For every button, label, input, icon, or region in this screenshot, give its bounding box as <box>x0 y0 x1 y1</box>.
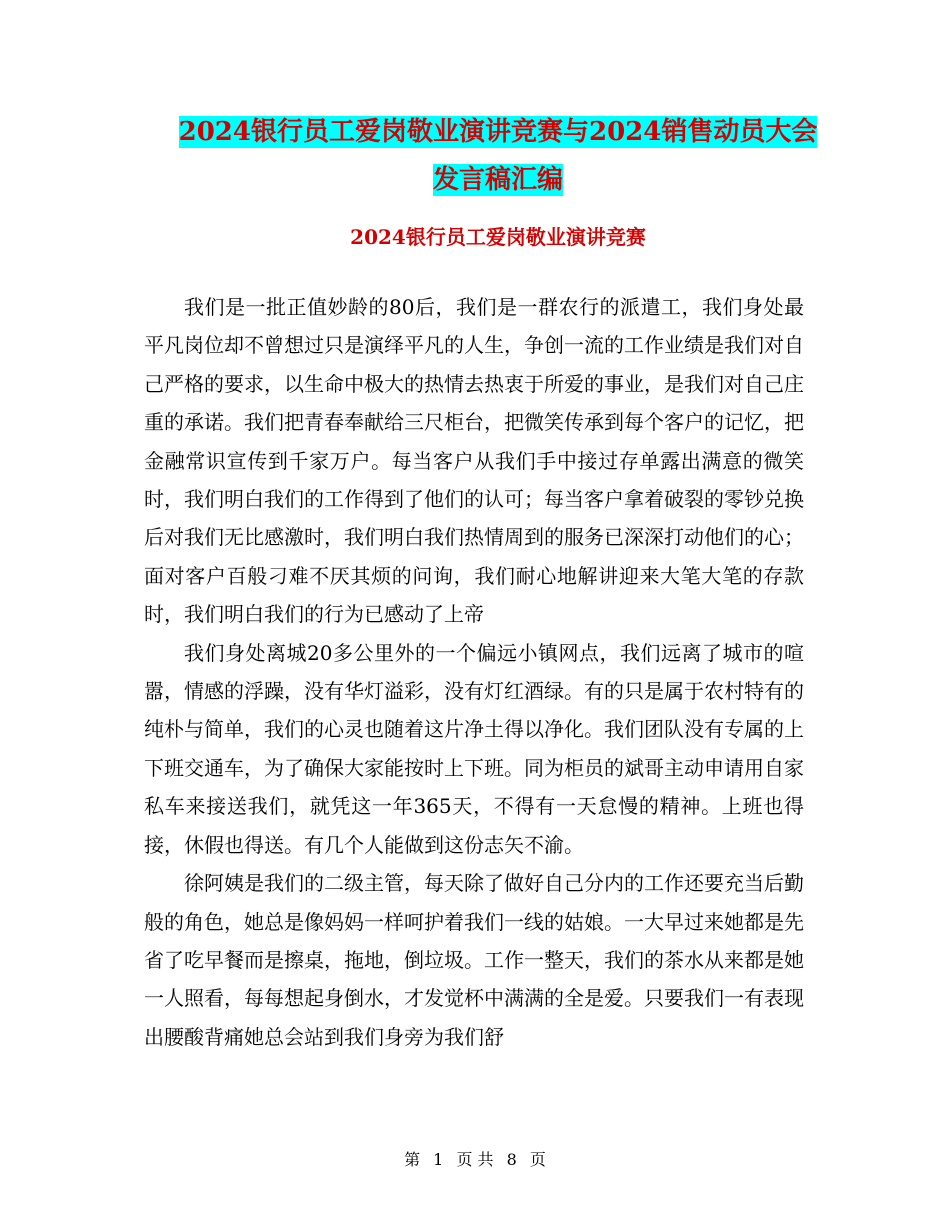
section-title: 2024银行员工爱岗敬业演讲竞赛 <box>350 225 646 249</box>
page-footer-suffix: 页 <box>529 1150 546 1169</box>
page-footer-total: 8 <box>506 1150 517 1169</box>
document-title-line-1: 2024银行员工爱岗敬业演讲竞赛与2024销售动员大会 <box>178 117 818 147</box>
page-footer-mid: 页 共 <box>456 1150 494 1169</box>
paragraph: 徐阿姨是我们的二级主管，每天除了做好自己分内的工作还要充当后勤般的角色，她总是像妈妈一样呵护着我们一线的姑娘。一大早过来她都是先省了吃早餐而是擦桌，拖地，倒垃圾。工作一整天，我们的茶水从来都是她一人照看，每每想起身倒水，才发觉杯中满满的全是爱。只要我们一有表现出腰酸背痛她总会站到我们身旁为我们舒 <box>144 871 804 1049</box>
page-footer <box>0 1150 950 1170</box>
paragraph: 我们是一批正值妙龄的80后，我们是一群农行的派遣工，我们身处最平凡岗位却不曾想过只是演绎平凡的人生，争创一流的工作业绩是我们对自己严格的要求，以生命中极大的热情去热衷于所爱的事业，是我们对自己庄重的承诺。我们把青春奉献给三尺柜台，把微笑传承到每个客户的记忆，把金融常识宣传到千家万户。每当客户从我们手中接过存单露出满意的微笑时，我们明白我们的工作得到了他们的认可；每当客户拿着破裂的零钞兑换后对我们无比感激时，我们明白我们热情周到的服务已深深打动他们的心；面对客户百般刁难不厌其烦的问询，我们耐心地解讲迎来大笔大笔的存款时，我们明白我们的行为已感动了上帝 <box>144 295 804 627</box>
page-footer-prefix: 第 <box>404 1150 421 1169</box>
page-footer-number: 1 <box>433 1150 444 1169</box>
document-title-line-2: 发言稿汇编 <box>432 165 563 195</box>
document-body <box>144 288 804 1056</box>
document-title <box>140 108 856 204</box>
paragraph: 我们身处离城20多公里外的一个偏远小镇网点，我们远离了城市的喧嚣，情感的浮躁，没有华灯溢彩，没有灯红酒绿。有的只是属于农村特有的纯朴与简单，我们的心灵也随着这片净土得以净化。我们团队没有专属的上下班交通车，为了确保大家能按时上下班。同为柜员的斌哥主动申请用自家私车来接送我们，就凭这一年365天，不得有一天怠慢的精神。上班也得接，休假也得送。有几个人能做到这份志矢不渝。 <box>144 640 804 857</box>
